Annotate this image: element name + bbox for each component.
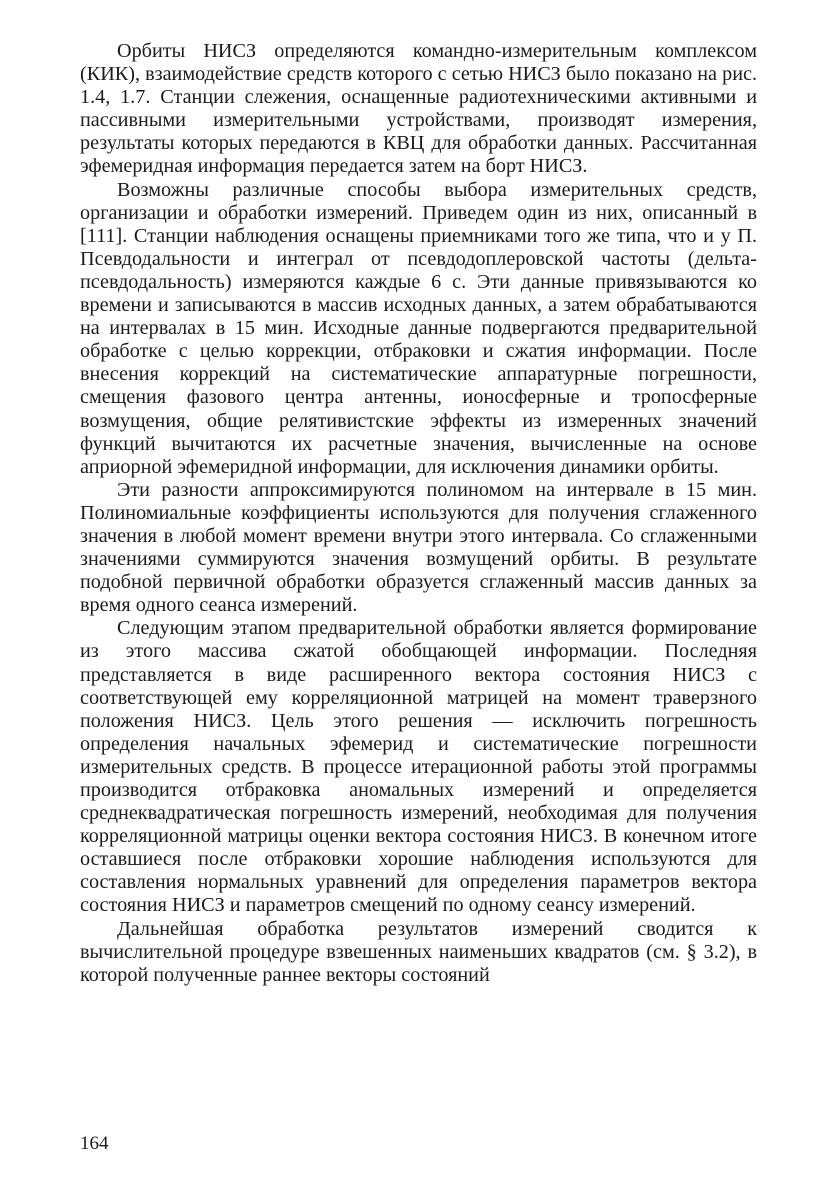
paragraph-2: Возможны различные способы выбора измерительных средств, организации и обработки измерений. Приведем один из них, описанный в [111]. Станции наблюдения оснащены приемниками того же типа, что и у П. Псевдодальности и интеграл от псевдодоплеровской частоты (дельта-псевдодальность) измеряются каждые 6 с. Эти данные привязываются ко времени и записываются в массив исходных данных, а затем обрабатываются на интервалах в 15 мин. Исходные данные подвергаются предварительной обработке с целью коррекции, отбраковки и сжатия информации. После внесения коррекций на систематические аппаратурные погрешности, смещения фазового центра антенны, ионосферные и тропосферные возмущения, общие релятивистские эффекты из измеренных значений функций вычитаются их расчетные значения, вычисленные на основе априорной эфемеридной информации, для исключения динамики орбиты. (80, 178, 757, 478)
page-number: 164 (80, 1133, 109, 1154)
paragraph-3: Эти разности аппроксимируются полиномом на интервале в 15 мин. Полиномиальные коэффициенты используются для получения сглаженного значения в любой момент времени внутри этого интервала. Со сглаженными значениями суммируются значения возмущений орбиты. В результате подобной первичной обработки образуется сглаженный массив данных за время одного сеанса измерений. (80, 478, 757, 617)
paragraph-4: Следующим этапом предварительной обработки является формирование из этого массива сжатой обобщающей информации. Последняя представляется в виде расширенного вектора состояния НИСЗ с соответствующей ему корреляционной матрицей на момент траверзного положения НИСЗ. Цель этого решения — исключить погрешность определения начальных эфемерид и систематические погрешности измерительных средств. В процессе итерационной работы этой программы производится отбраковка аномальных измерений и определяется среднеквадратическая погрешность измерений, необходимая для получения корреляционной матрицы оценки вектора состояния НИСЗ. В конечном итоге оставшиеся после отбраковки хорошие наблюдения используются для составления нормальных уравнений для определения параметров вектора состояния НИСЗ и параметров смещений по одному сеансу измерений. (80, 617, 757, 917)
body-text (80, 40, 757, 987)
paragraph-5: Дальнейшая обработка результатов измерений сводится к вычислительной процедуре взвешенных наименьших квадратов (см. § 3.2), в которой полученные раннее векторы состояний (80, 917, 757, 986)
paragraph-1: Орбиты НИСЗ определяются командно-измерительным комплексом (КИК), взаимодействие средств которого с сетью НИСЗ было показано на рис. 1.4, 1.7. Станции слежения, оснащенные радиотехническими активными и пассивными измерительными устройствами, производят измерения, результаты которых передаются в КВЦ для обработки данных. Рассчитанная эфемеридная информация передается затем на борт НИСЗ. (80, 40, 757, 178)
